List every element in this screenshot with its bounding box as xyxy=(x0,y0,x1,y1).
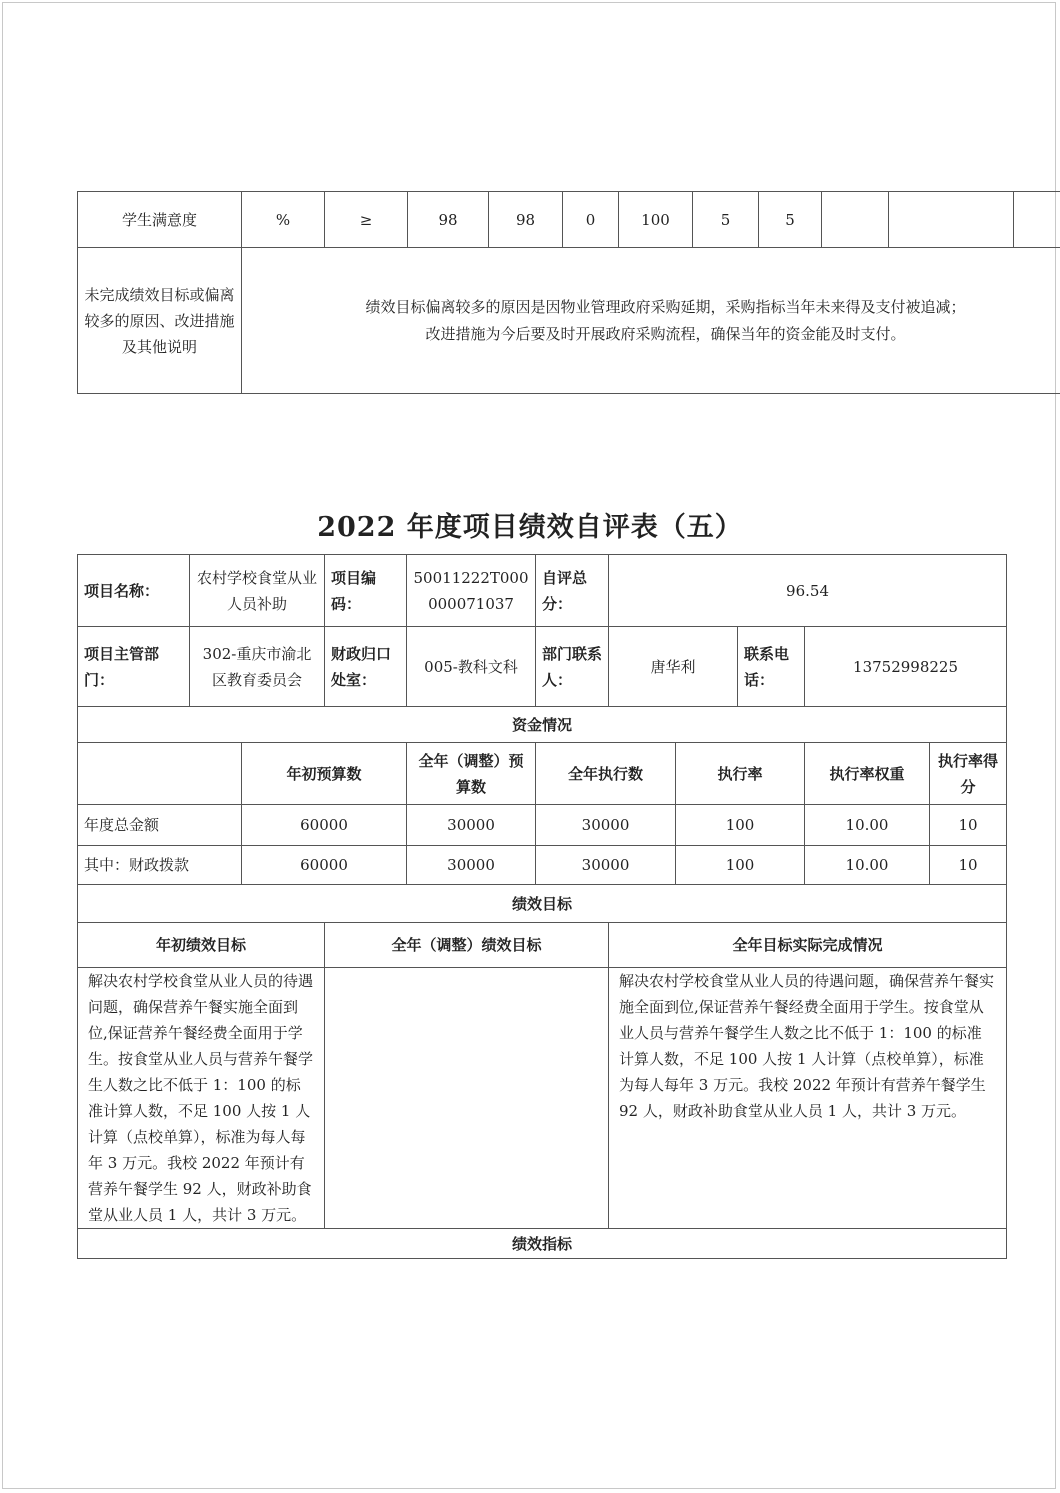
goal-initial-text: 解决农村学校食堂从业人员的待遇问题，确保营养午餐实施全面到位,保证营养午餐经费全面用于学生。按食堂从业人员与营养午餐学生人数之比不低于 1：100 的标准计算人数，不足 100 人按 1 人计算（点校单算），标准为每人每年 3 万元。我校 2022 年预计有营养午餐学生 92 人，财政补助食堂从业人员 1 人，共计 3 万元。 xyxy=(78,968,325,1229)
goal-actual-text: 解决农村学校食堂从业人员的待遇问题，确保营养午餐实施全面到位,保证营养午餐经费全面用于学生。按食堂从业人员与营养午餐学生人数之比不低于 1：100 的标准计算人数，不足 100 人按 1 人计算（点校单算），标准为每人每年 3 万元。我校 2022 年预计有营养午餐学生 92 人，财政补助食堂从业人员 1 人，共计 3 万元。 xyxy=(609,968,1007,1229)
contact-value: 唐华利 xyxy=(609,627,738,707)
funds-cell: 100 xyxy=(676,805,805,846)
metric-weight: 5 xyxy=(693,192,759,248)
project-code-value: 50011222T000000071037 xyxy=(407,555,536,627)
funds-header-executed: 全年执行数 xyxy=(536,743,676,805)
project-name-value: 农村学校食堂从业人员补助 xyxy=(190,555,325,627)
finance-label: 财政归口处室： xyxy=(325,627,407,707)
metric-operator: ≥ xyxy=(325,192,408,248)
score-value: 96.54 xyxy=(609,555,1007,627)
funds-cell: 10 xyxy=(930,805,1007,846)
table-row xyxy=(78,968,1007,1229)
table-row xyxy=(78,248,1060,394)
project-code-label: 项目编码： xyxy=(325,555,407,627)
funds-cell: 60000 xyxy=(242,805,407,846)
funds-section-title: 资金情况 xyxy=(78,707,1007,743)
table-row xyxy=(78,627,1007,707)
funds-cell: 10.00 xyxy=(805,805,930,846)
reason-line-2: 改进措施为今后要及时开展政府采购流程，确保当年的资金能及时支付。 xyxy=(425,324,906,343)
contact-label: 部门联系人： xyxy=(536,627,609,707)
funds-cell: 60000 xyxy=(242,846,407,885)
metric-score: 5 xyxy=(759,192,822,248)
metric-name: 学生满意度 xyxy=(78,192,242,248)
page-title: 2022 年度项目绩效自评表（五） xyxy=(317,512,743,543)
reason-line-1: 绩效目标偏离较多的原因是因物业管理政府采购延期，采购指标当年未来得及支付被追减； xyxy=(365,297,966,316)
satisfaction-table xyxy=(77,191,1060,394)
goal-adjusted-text xyxy=(325,968,609,1229)
funds-header-initial: 年初预算数 xyxy=(242,743,407,805)
table-row xyxy=(78,192,1060,248)
funds-row-label: 年度总金额 xyxy=(78,805,242,846)
table-row xyxy=(78,555,1007,627)
table-row xyxy=(78,1229,1007,1259)
finance-value: 005-教科文科 xyxy=(407,627,536,707)
metric-extra-3 xyxy=(1014,192,1060,248)
goals-header-adjusted: 全年（调整）绩效目标 xyxy=(325,923,609,968)
table-row xyxy=(78,885,1007,923)
metric-deviation: 0 xyxy=(563,192,619,248)
table-row xyxy=(78,707,1007,743)
funds-header-weight: 执行率权重 xyxy=(805,743,930,805)
reason-text xyxy=(242,248,1060,394)
funds-header-adjusted: 全年（调整）预算数 xyxy=(407,743,536,805)
funds-cell: 100 xyxy=(676,846,805,885)
reason-label: 未完成绩效目标或偏离较多的原因、改进措施及其他说明 xyxy=(78,248,242,394)
metric-adjusted-target: 98 xyxy=(489,192,563,248)
metric-unit: % xyxy=(242,192,325,248)
funds-header-rate: 执行率 xyxy=(676,743,805,805)
metric-actual: 100 xyxy=(619,192,693,248)
funds-header-score: 执行率得分 xyxy=(930,743,1007,805)
metric-target: 98 xyxy=(408,192,489,248)
goals-header-initial: 年初绩效目标 xyxy=(78,923,325,968)
metric-extra-2 xyxy=(889,192,1014,248)
funds-header-blank xyxy=(78,743,242,805)
funds-cell: 10.00 xyxy=(805,846,930,885)
phone-label: 联系电话： xyxy=(738,627,805,707)
metric-extra-1 xyxy=(822,192,889,248)
project-name-label: 项目名称： xyxy=(78,555,190,627)
funds-cell: 30000 xyxy=(536,846,676,885)
table-row xyxy=(78,923,1007,968)
phone-value: 13752998225 xyxy=(805,627,1007,707)
table-row xyxy=(78,805,1007,846)
funds-row-label: 其中：财政拨款 xyxy=(78,846,242,885)
funds-cell: 30000 xyxy=(407,805,536,846)
dept-value: 302-重庆市渝北区教育委员会 xyxy=(190,627,325,707)
score-label: 自评总分： xyxy=(536,555,609,627)
funds-cell: 10 xyxy=(930,846,1007,885)
indicators-section-title: 绩效指标 xyxy=(78,1229,1007,1259)
funds-cell: 30000 xyxy=(407,846,536,885)
table-row xyxy=(78,743,1007,805)
dept-label: 项目主管部门： xyxy=(78,627,190,707)
goals-section-title: 绩效目标 xyxy=(78,885,1007,923)
table-row xyxy=(78,846,1007,885)
funds-cell: 30000 xyxy=(536,805,676,846)
goals-header-actual: 全年目标实际完成情况 xyxy=(609,923,1007,968)
evaluation-table xyxy=(77,554,1007,1259)
